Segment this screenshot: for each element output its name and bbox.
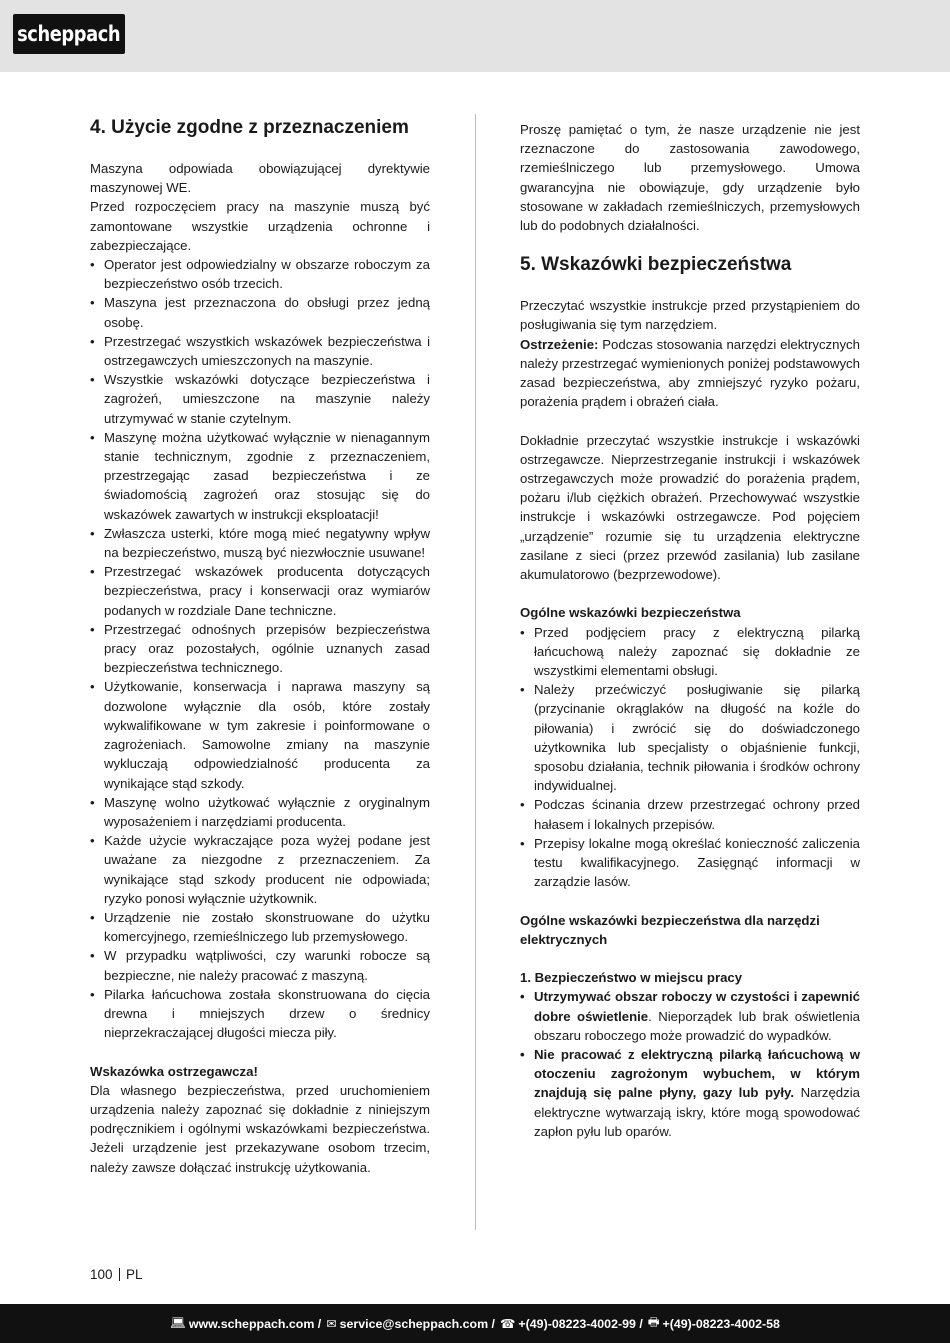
intro-paragraph-1: Maszyna odpowiada obowiązującej dyrektywie maszynowej WE. <box>90 161 430 196</box>
workplace-safety-title: 1. Bezpieczeństwo w miejscu pracy <box>520 970 743 986</box>
intro-paragraph: Proszę pamiętać o tym, że nasze urządzenie nie jest rzeznaczone do zastosowania zawodowego, rzemieślniczego lub przemysłowego. Umowa gwarancyjna nie obowiązuje, gdy urządzenie było stosowane w zakładach rzemieślniczych, przemysłowych lub do podobnych działalności. <box>520 122 860 234</box>
list-item <box>520 987 860 1045</box>
footer-phone: +(49)-08223-4002-99 / <box>518 1316 643 1331</box>
list-item: • Przepisy lokalne mogą określać konieczność zaliczenia testu kwalifikacyjnego. Zasięgnąć informacji w zarządzie lasów. <box>520 834 860 892</box>
power-tools-safety-title: Ogólne wskazówki bezpieczeństwa dla narzędzi elektrycznych <box>520 912 820 947</box>
instructions-paragraph: Dokładnie przeczytać wszystkie instrukcje i wskazówki ostrzegawcze. Nieprzestrzeganie instrukcji i wskazówek ostrzegawczych może prowadzić do porażenia prądem, pożaru i/lub ciężkich obrażeń. Przechowywać wszystkie instrukcje i wskazówki ostrzegawcze. Pod pojęciem „urządzenie” rozumie się tu urządzenia elektryczne zasilane z sieci (przez przewód zasilania) lub zasilane akumulatorowo (bezprzewodowe). <box>520 432 860 583</box>
list-item: • Przed podjęciem pracy z elektryczną pilarką łańcuchową należy zapoznać się dokładnie ze wszystkimi elementami obsługi. <box>520 623 860 681</box>
warning-text: Dla własnego bezpieczeństwa, przed uruchomieniem urządzenia należy zapoznać się dokładnie z niniejszym podręcznikiem i ogólnymi wskazówkami bezpieczeństwa. Jeżeli urządzenie jest przekazywane osobom trzecim, należy zawsze dołączać instrukcję użytkowania. <box>90 1082 430 1175</box>
left-column <box>90 116 430 1177</box>
warning-label: Ostrzeżenie: <box>520 336 599 352</box>
list-item-text: Narzędzia elektryczne wytwarzają iskry, które mogą spowodować zapłon pyłu lub oparów. <box>534 1085 860 1139</box>
list-item-bold: Utrzymywać obszar roboczy w czystości i zapewnić dobre oświetlenie <box>534 989 860 1024</box>
page-number <box>90 1267 143 1282</box>
list-item: • W przypadku wątpliwości, czy warunki robocze są bezpieczne, nie należy pracować z maszyną. <box>90 946 430 984</box>
page-number-value: 100 <box>90 1267 113 1282</box>
warning-body: Podczas stosowania narzędzi elektrycznych należy przestrzegać wymienionych poniżej podstawowych zasad bezpieczeństwa, aby zmniejszyć ryzyko pożaru, porażenia prądem i obrażeń ciała. <box>520 336 860 410</box>
list-item: • Przestrzegać odnośnych przepisów bezpieczeństwa pracy oraz pozostałych, ogólnie uznanych zasad bezpieczeństwa technicznego. <box>90 620 430 678</box>
general-safety-list <box>520 623 860 892</box>
right-column <box>520 120 860 1141</box>
logo-text: scheppach <box>17 22 121 46</box>
laptop-icon: 💻︎ <box>170 1316 186 1330</box>
page-language: PL <box>126 1267 143 1282</box>
warning-paragraph <box>520 335 860 412</box>
general-safety-title: Ogólne wskazówki bezpieczeństwa <box>520 605 741 621</box>
list-item: • Operator jest odpowiedzialny w obszarze roboczym za bezpieczeństwo osób trzecich. <box>90 255 430 293</box>
list-item: • Podczas ścinania drzew przestrzegać ochrony przed hałasem i lokalnych przepisów. <box>520 795 860 833</box>
list-item: • Maszynę wolno użytkować wyłącznie z oryginalnym wyposażeniem i narzędziami producenta. <box>90 793 430 831</box>
list-item: • Pilarka łańcuchowa została skonstruowana do cięcia drewna i mniejszych drzew o średnicy nieprzekraczającej długości miecza piły. <box>90 985 430 1043</box>
intro-paragraph-2: Przed rozpoczęciem pracy na maszynie muszą być zamontowane wszystkie urządzenia ochronne i zabezpieczające. <box>90 199 430 253</box>
footer-bar <box>0 1304 950 1343</box>
footer-fax: +(49)-08223-4002-58 <box>662 1316 780 1331</box>
column-divider <box>475 114 476 1230</box>
list-item-bold: Nie pracować z elektryczną pilarką łańcuchową w otoczeniu zagrożonym wybuchem, w którym znajdują się palne płyny, gazy lub pyły. <box>534 1047 860 1101</box>
list-item <box>520 1045 860 1141</box>
list-item: • Należy przećwiczyć posługiwanie się pilarką (przycinanie okrąglaków na długość na koźle do piłowania) i zwrócić się do doświadczonego użytkownika lub specjalisty o objaśnienie funkcji, sposobu działania, technik piłowania i środków ochrony indywidualnej. <box>520 680 860 795</box>
warning-title: Wskazówka ostrzegawcza! <box>90 1063 258 1079</box>
footer-website[interactable]: www.scheppach.com / <box>188 1316 322 1331</box>
fax-icon: 🖶︎ <box>647 1315 660 1329</box>
list-item-text: . Nieporządek lub brak oświetlenia obszaru roboczego może prowadzić do wypadków. <box>534 1008 860 1043</box>
footer-email[interactable]: service@scheppach.com / <box>339 1316 495 1331</box>
read-instructions-paragraph: Przeczytać wszystkie instrukcje przed przystąpieniem do posługiwania się tym narzędziem. <box>520 298 860 333</box>
mail-icon: ✉︎ <box>326 1317 337 1331</box>
phone-icon: ☎︎ <box>499 1317 516 1331</box>
scheppach-logo <box>13 14 125 54</box>
list-item: • Urządzenie nie zostało skonstruowane do użytku komercyjnego, rzemieślniczego lub przemysłowego. <box>90 908 430 946</box>
section-5-heading: 5. Wskazówki bezpieczeństwa <box>520 254 792 276</box>
header-bar <box>0 0 950 72</box>
list-item: • Maszynę można użytkować wyłącznie w nienagannym stanie technicznym, zgodnie z przeznaczeniem, przestrzegając zasad bezpieczeństwa i ze świadomością zagrożeń oraz stosując się do wskazówek zawartych w instrukcji eksploatacji! <box>90 428 430 524</box>
workplace-safety-list <box>520 987 860 1141</box>
list-item: • Każde użycie wykraczające poza wyżej podane jest uważane za niezgodne z przeznaczeniem. Za wynikające stąd szkody producent nie odpowiada; ryzyko ponosi wyłącznie użytkownik. <box>90 831 430 908</box>
list-item: • Wszystkie wskazówki dotyczące bezpieczeństwa i zagrożeń, umieszczone na maszynie należy utrzymywać w stanie czytelnym. <box>90 370 430 428</box>
list-item: • Przestrzegać wszystkich wskazówek bezpieczeństwa i ostrzegawczych umieszczonych na maszynie. <box>90 332 430 370</box>
usage-bullet-list <box>90 255 430 1042</box>
list-item: • Użytkowanie, konserwacja i naprawa maszyny są dozwolone wyłącznie dla osób, które zostały wykwalifikowane w tym zakresie i poinformowane o zagrożeniach. Samowolne zmiany na maszynie wykluczają odpowiedzialność producenta za wynikające stąd szkody. <box>90 677 430 792</box>
list-item: • Przestrzegać wskazówek producenta dotyczących bezpieczeństwa, pracy i konserwacji oraz wymiarów podanych w rozdziale Dane techniczne. <box>90 562 430 620</box>
list-item: • Zwłaszcza usterki, które mogą mieć negatywny wpływ na bezpieczeństwo, muszą być niezwłocznie usuwane! <box>90 524 430 562</box>
list-item: • Maszyna jest przeznaczona do obsługi przez jedną osobę. <box>90 293 430 331</box>
section-4-heading: 4. Użycie zgodne z przeznaczeniem <box>90 117 409 138</box>
